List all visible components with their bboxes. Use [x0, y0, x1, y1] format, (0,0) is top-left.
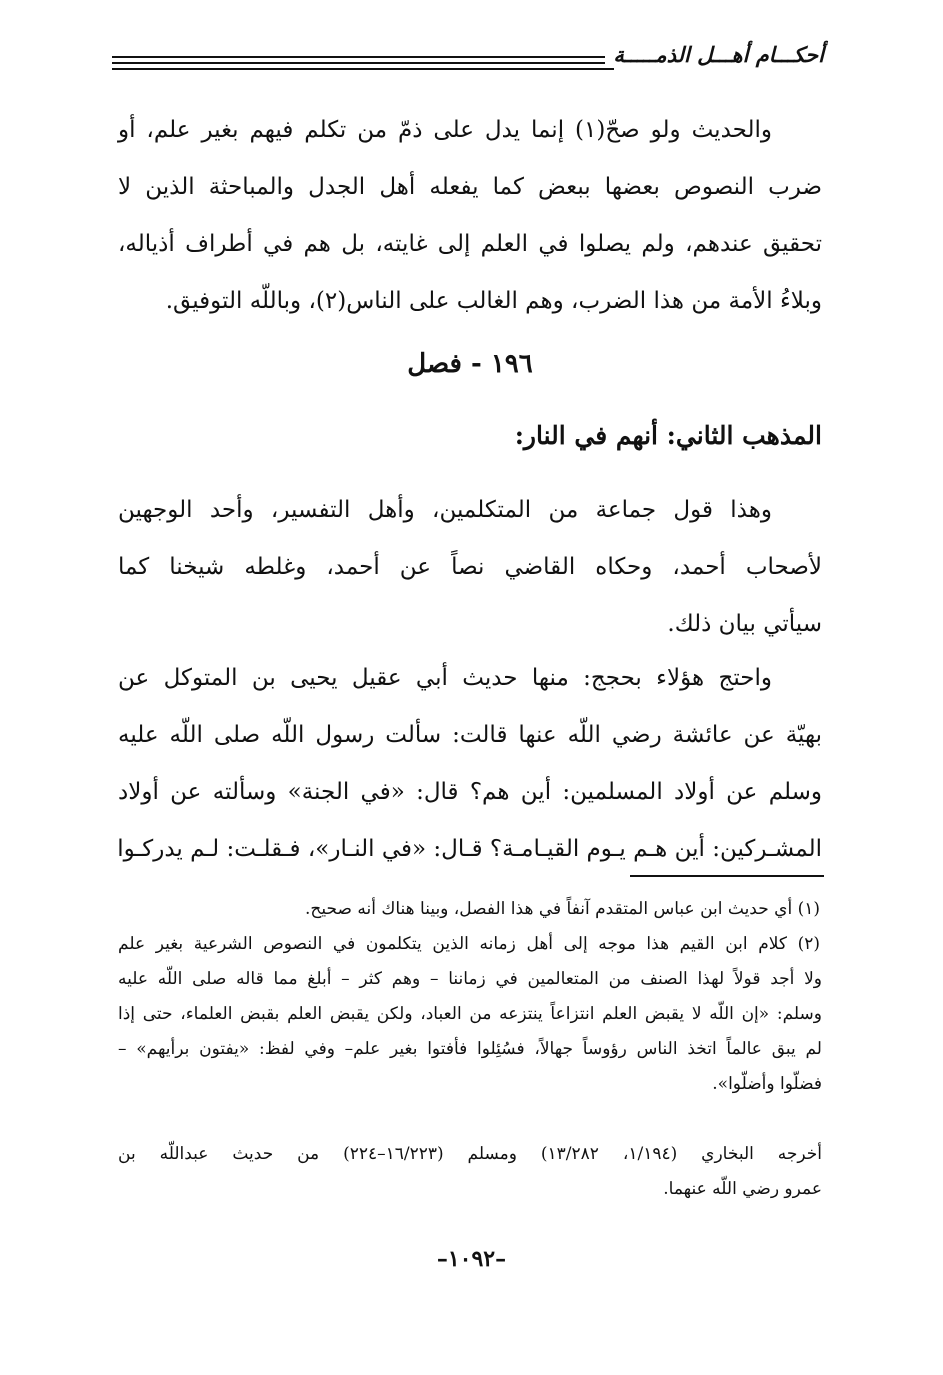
- text-line: سيأتي بيان ذلك.: [667, 611, 822, 637]
- footnote-line: (١) أي حديث ابن عباس المتقدم آنفاً في هذا الفصل، وبينا هناك أنه صحيح.: [305, 899, 820, 919]
- page-number: –١٠٩٢–: [436, 1246, 507, 1272]
- text-line: لأصحاب أحمد، وحكاه القاضي نصاً عن أحمد، وغلطه شيخنا كما: [118, 554, 822, 580]
- header-rule: [112, 56, 614, 58]
- text-line: والحديث ولو صحّ(١) إنما يدل على ذمّ من تكلم فيهم بغير علم، أو: [118, 117, 772, 143]
- text-line: وسلم عن أولاد المسلمين: أين هم؟ قال: «في الجنة» وسألته عن أولاد: [118, 779, 822, 805]
- footnote-line: فضلّوا وأضلّوا».: [712, 1074, 822, 1094]
- paragraph-arguments: [118, 650, 822, 878]
- footnote-line: أخرجه البخاري (١/١٩٤، ١٣/٢٨٢) ومسلم (١٦/٢٢٣–٢٢٤) من حديث عبداللّه بن: [118, 1144, 823, 1164]
- footnote-line: ولا أجد قولاً لهذا الصنف من المتعالمين في زماننا – وهم كثر – أبلغ مما قاله صلى اللّه عليه: [118, 969, 822, 989]
- book-title: أحكـــام أهـــل الذمـــــة: [605, 42, 824, 67]
- header-rule: [112, 68, 614, 70]
- footnote-line: عمرو رضي اللّه عنهما.: [663, 1179, 822, 1199]
- paragraph-second-view: [118, 482, 822, 653]
- text-line: تحقيق عندهم، ولم يصلوا في العلم إلى غايته، بل هم في أطراف أذياله،: [118, 231, 822, 257]
- footnote-line: (٢) كلام ابن القيم هذا موجه إلى أهل زمانه الذين يتكلمون في النصوص الشرعية بغير علم: [118, 934, 820, 954]
- footnote-line: لم يبق عالماً اتخذ الناس رؤوساً جهالاً، فسُئِلوا فأفتوا بغير علم– وفي لفظ: «يفتون برأيهم» –: [118, 1039, 822, 1059]
- header-rule: [112, 62, 614, 64]
- paragraph-intro: [118, 102, 822, 330]
- text-line: وهذا قول جماعة من المتكلمين، وأهل التفسير، وأحد الوجهين: [118, 497, 772, 523]
- section-heading: ١٩٦ - فصل: [407, 349, 533, 379]
- subheading: المذهب الثاني: أنهم في النار:: [514, 421, 822, 450]
- text-line: المشـركين: أين هـم يـوم القيـامـة؟ قـال: «في النـار»، فـقلـت: لـم يدركـوا: [117, 836, 822, 862]
- footnotes: [118, 892, 822, 1102]
- footnote-line: وسلم: «إن اللّه لا يقبض العلم انتزاعاً ينتزعه من العباد، ولكن يقبض العلم بقبض العلماء، حتى إذا: [118, 1004, 822, 1024]
- text-line: ضرب النصوص بعضها ببعض كما يفعله أهل الجدل والمباحثة الذين لا: [118, 174, 822, 200]
- text-line: بهيّة عن عائشة رضي اللّه عنها قالت: سألت رسول اللّه صلى اللّه عليه: [118, 722, 822, 748]
- footnote-separator: [630, 875, 824, 877]
- text-line: واحتج هؤلاء بحجج: منها حديث أبي عقيل يحيى بن المتوكل عن: [118, 665, 772, 691]
- running-header: [112, 42, 824, 76]
- text-line: وبلاءُ الأمة من هذا الضرب، وهم الغالب على الناس(٢)، وباللّه التوفيق.: [165, 288, 822, 314]
- footnote-source: [118, 1137, 822, 1207]
